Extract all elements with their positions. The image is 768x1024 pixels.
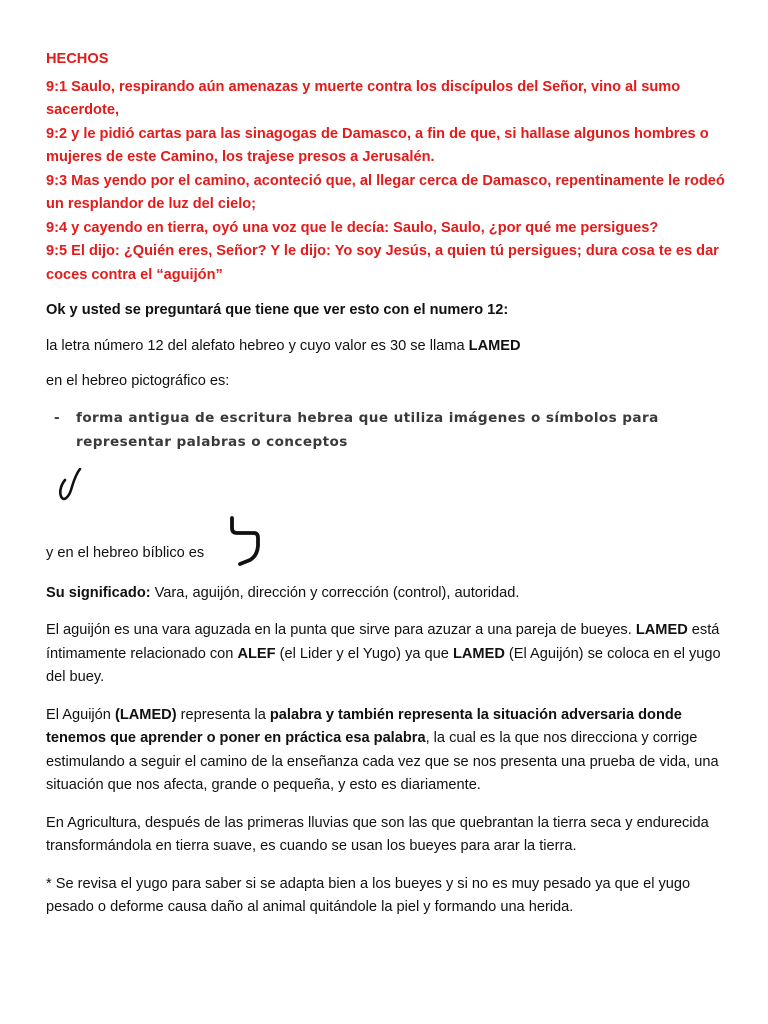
represent-paragraph <box>46 704 726 798</box>
represent-text-2: representa la <box>176 706 270 723</box>
definition-list-item <box>46 406 726 454</box>
letter-name: LAMED <box>468 337 521 354</box>
question-text: Ok y usted se preguntará que tiene que ver esto con el numero 12: <box>46 302 509 318</box>
represent-text-3: , la cual es la que nos direcciona y corrige estimulando a seguir el camino de la enseñanza cada vez que se nos presenta una prueba de vida, una situación que nos afecta, grande o pequeña, y esto es diariamente. <box>46 730 719 793</box>
hebrew-label: y en el hebreo bíblico es <box>46 544 205 561</box>
represent-bold: palabra y también representa la situación adversaria donde tenemos que aprender o poner en práctica esa palabra <box>46 706 682 746</box>
verse-list <box>46 76 726 288</box>
aguijon-text-3: (el Lider y el Yugo) ya que <box>275 645 453 662</box>
verse-9-4: 9:4 y cayendo en tierra, oyó una voz que le decía: Saulo, Saulo, ¿por qué me persigues? <box>46 219 659 236</box>
pictographic-lamed-icon <box>56 468 86 504</box>
section-heading: HECHOS <box>46 51 109 67</box>
letter-intro-text: la letra número 12 del alefato hebreo y cuyo valor es 30 se llama <box>46 337 469 354</box>
represent-text-1: El Aguijón <box>46 706 115 723</box>
represent-lamed: (LAMED) <box>114 706 177 723</box>
aguijon-text-4: (El Aguijón) se coloca en el yugo del buey. <box>46 645 721 685</box>
hebrew-lamed-icon <box>228 516 264 566</box>
question-line <box>46 299 726 323</box>
picto-intro: en el hebreo pictográfico es: <box>46 373 230 389</box>
verse-9-2: 9:2 y le pidió cartas para las sinagogas de Damasco, a fin de que, si hallase algunos hombres o mujeres de este Camino, los trajese presos a Jerusalén. <box>46 125 709 165</box>
verse-9-1: 9:1 Saulo, respirando aún amenazas y muerte contra los discípulos del Señor, vino al sumo sacerdote, <box>46 78 681 118</box>
list-dash: - <box>54 409 61 426</box>
biblical-hebrew-row <box>46 510 726 570</box>
meaning-label: Su significado: <box>46 584 151 601</box>
yugo-paragraph: * Se revisa el yugo para saber si se adapta bien a los bueyes y si no es muy pesado ya que el yugo pesado o deforme causa daño al animal quitándole la piel y formando una herida. <box>46 875 691 915</box>
verse-9-3: 9:3 Mas yendo por el camino, aconteció que, al llegar cerca de Damasco, repentinamente le rodeó un resplandor de luz del cielo; <box>46 172 725 212</box>
meaning-paragraph <box>46 582 726 606</box>
document-page <box>46 48 726 920</box>
verse-9-5: 9:5 El dijo: ¿Quién eres, Señor? Y le dijo: Yo soy Jesús, a quien tú persigues; dura cosa te es dar coces contra el “aguijón” <box>46 243 719 283</box>
lamed-bold-1: LAMED <box>635 622 688 638</box>
aguijon-text-1: El aguijón es una vara aguzada en la punta que sirve para azuzar a una pareja de bueyes. <box>46 622 636 638</box>
pictographic-lamed <box>46 460 726 510</box>
alef-bold: ALEF <box>237 645 276 662</box>
definition-text: forma antigua de escritura hebrea que utiliza imágenes o símbolos para representar palabras o conceptos <box>76 409 659 450</box>
meaning-text: Vara, aguijón, dirección y corrección (control), autoridad. <box>150 584 520 601</box>
lamed-bold-2: LAMED <box>452 645 505 662</box>
aguijon-paragraph <box>46 619 726 690</box>
letter-intro <box>46 335 726 359</box>
agriculture-paragraph: En Agricultura, después de las primeras lluvias que son las que quebrantan la tierra seca y endurecida transformándola en tierra suave, es cuando se usan los bueyes para arar la tierra. <box>46 814 709 854</box>
aguijon-text-2: está íntimamente relacionado con <box>46 622 720 662</box>
